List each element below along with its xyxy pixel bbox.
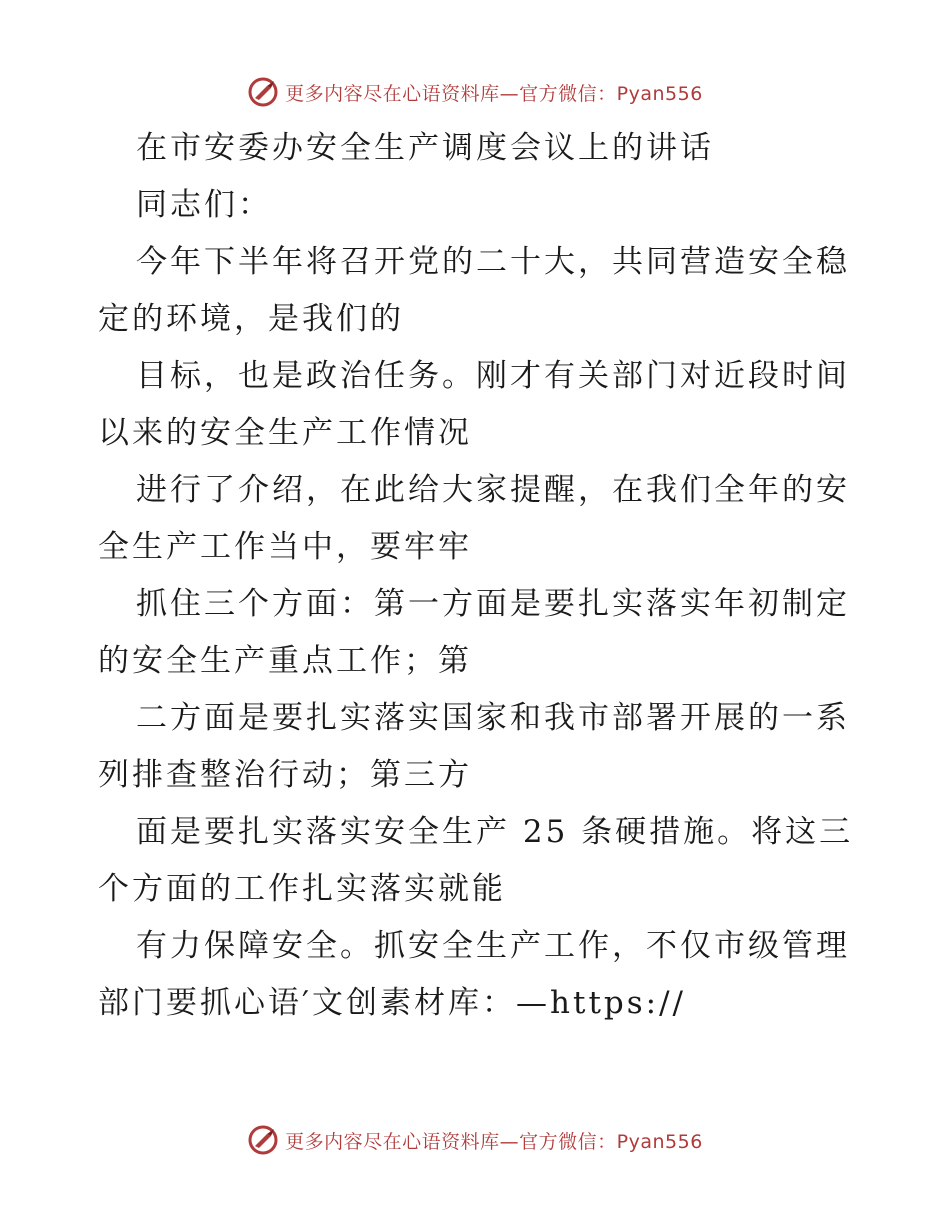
paragraph-line: 以来的安全生产工作情况 [98,415,472,451]
paragraph-line: 有力保障安全。抓安全生产工作，不仅市级管理 [136,928,850,964]
paragraph-line: 列排查整治行动；第三方 [98,757,472,793]
paragraph-line: 全生产工作当中，要牢牢 [98,529,472,565]
paragraph-line: 定的环境，是我们的 [98,301,404,337]
header-watermark [0,72,950,112]
watermark-text: 更多内容尽在心语资料库—官方微信：Pyan556 [285,1130,703,1153]
salutation: 同志们： [136,187,272,223]
paragraph-line: 面是要扎实落实安全生产 25 条硬措施。将这三 [136,814,854,850]
watermark-text: 更多内容尽在心语资料库—官方微信：Pyan556 [285,82,703,105]
paragraph-line: 抓住三个方面：第一方面是要扎实落实年初制定 [136,586,850,622]
quill-pen-logo-icon [247,1124,279,1156]
paragraph-line: 二方面是要扎实落实国家和我市部署开展的一系 [136,700,850,736]
document-title: 在市安委办安全生产调度会议上的讲话 [136,130,714,166]
paragraph-line: 个方面的工作扎实落实就能 [98,871,506,907]
document-body [98,120,858,1032]
quill-pen-logo-icon [247,76,279,108]
paragraph-line: 的安全生产重点工作；第 [98,643,472,679]
paragraph-line: 目标，也是政治任务。刚才有关部门对近段时间 [136,358,850,394]
paragraph-line: 今年下半年将召开党的二十大，共同营造安全稳 [136,244,850,280]
paragraph-line: 进行了介绍，在此给大家提醒，在我们全年的安 [136,472,850,508]
footer-watermark [0,1120,950,1160]
paragraph-line: 部门要抓心语′文创素材库：—https:// [98,985,687,1021]
